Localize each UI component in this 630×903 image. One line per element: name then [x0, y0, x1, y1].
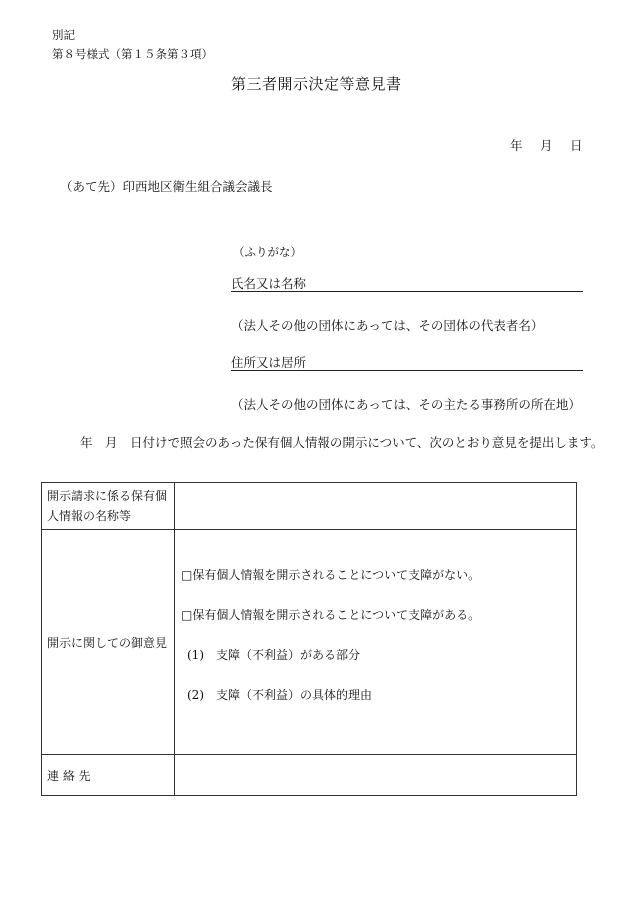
table-row — [42, 530, 577, 755]
table-row — [42, 755, 577, 796]
name-label: 氏名又は名称 — [231, 276, 307, 291]
contact-label: 連 絡 先 — [47, 768, 91, 783]
annex-label: 別記 — [52, 28, 75, 42]
row1-label-cell — [42, 483, 175, 530]
option-issue-checkbox[interactable]: □保有個人情報を開示されることについて支障がある。 — [181, 608, 481, 622]
row1-label: 開示請求に係る保有個人情報の名称等 — [47, 489, 168, 523]
option-no-issue-checkbox[interactable]: □保有個人情報を開示されることについて支障がない。 — [181, 568, 481, 582]
form-number: 第８号様式（第１５条第３項） — [52, 47, 213, 61]
name-underline — [231, 291, 583, 292]
date-year-label: 年 — [510, 138, 523, 153]
row2-label-cell — [42, 530, 175, 755]
contact-value-cell[interactable] — [175, 755, 577, 796]
address-note: （法人その他の団体にあっては、その主たる事務所の所在地） — [231, 397, 581, 412]
issue-item-2: (2) 支障（不利益）の具体的理由 — [187, 688, 372, 702]
table-row — [42, 483, 577, 530]
furigana-label: （ふりがな） — [233, 245, 302, 259]
date-month-label: 月 — [540, 138, 553, 153]
address-label: 住所又は居所 — [231, 355, 307, 370]
page-title: 第三者開示決定等意見書 — [231, 75, 402, 93]
row1-value-cell[interactable] — [175, 483, 577, 530]
addressee: （あて先）印西地区衛生組合議会議長 — [60, 179, 273, 194]
address-underline — [231, 370, 583, 371]
name-note: （法人その他の団体にあっては、その団体の代表者名） — [231, 318, 544, 333]
intro-text: 年 月 日付けで照会のあった保有個人情報の開示について、次のとおり意見を提出します。 — [80, 435, 604, 450]
row2-label: 開示に関しての御意見 — [47, 635, 168, 650]
opinion-cell — [175, 530, 577, 755]
row3-label-cell — [42, 755, 175, 796]
opinion-form-table — [41, 482, 577, 796]
date-day-label: 日 — [570, 138, 583, 153]
issue-item-1: (1) 支障（不利益）がある部分 — [187, 648, 360, 662]
